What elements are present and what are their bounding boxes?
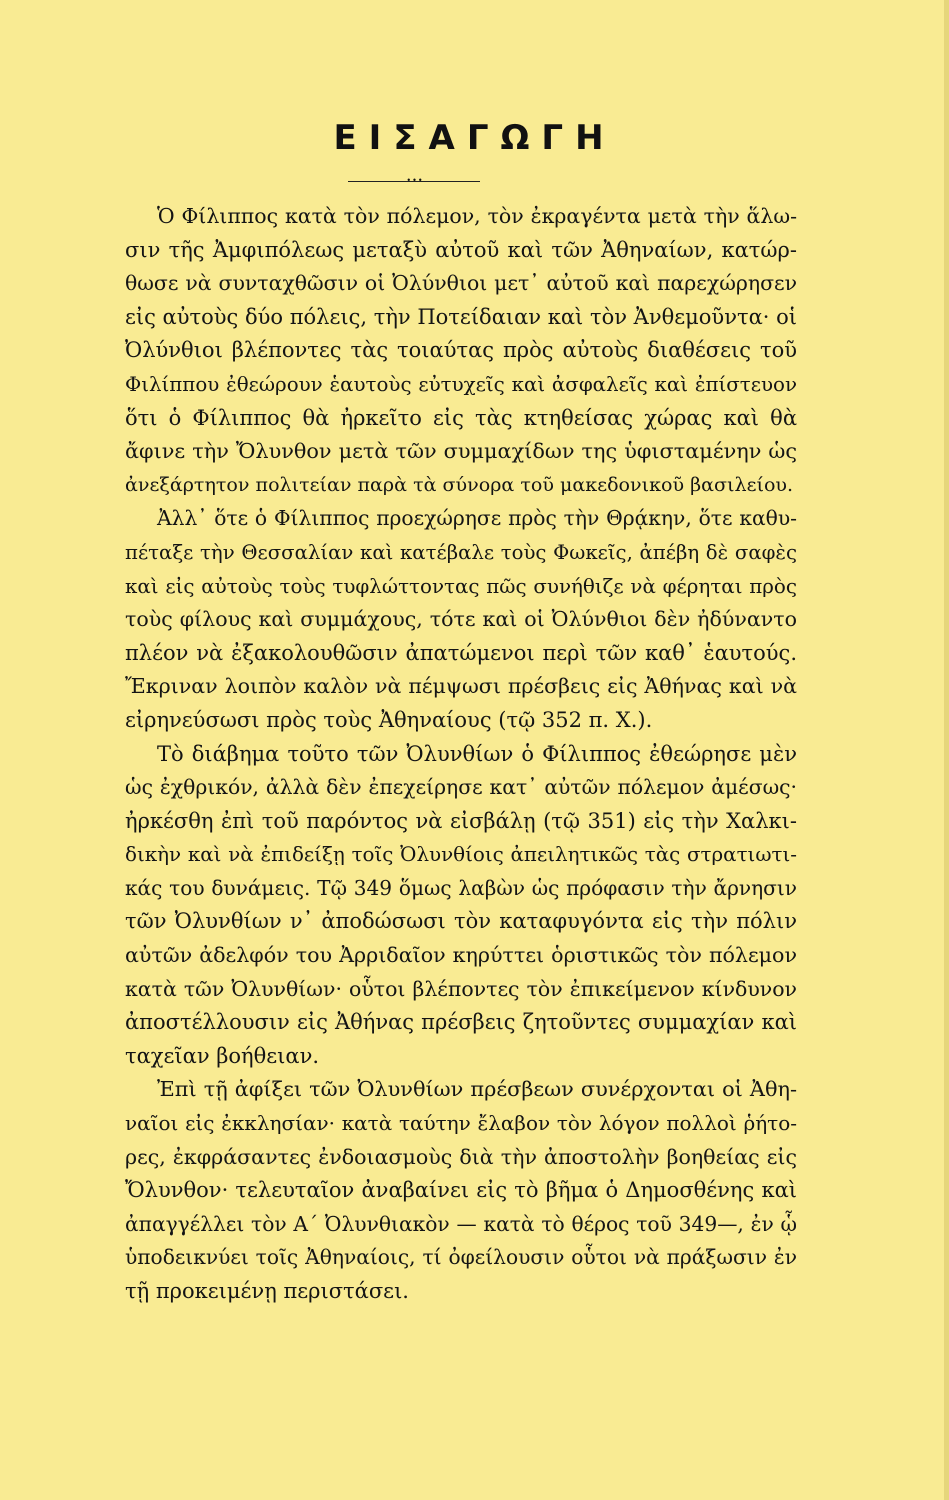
text-line: ἄφινε τὴν Ὄλυνθον μετὰ τῶν συμμαχίδων της ὑφισταμένην ὡς [125,439,797,464]
text-line: Ὁ Φίλιππος κατὰ τὸν πόλεμον, τὸν ἐκραγέντα μετὰ τὴν ἅλω- [157,204,797,228]
text-line: Ὄλυνθον· τελευταῖον ἀναβαίνει εἰς τὸ βῆμα ὁ Δημοσθένης καὶ [125,1178,797,1203]
text-line: σιν τῆς Ἀμφιπόλεως μεταξὺ αὐτοῦ καὶ τῶν Ἀθηναίων, κατώρ- [125,237,797,262]
text-line: πέταξε τὴν Θεσσαλίαν καὶ κατέβαλε τοὺς Φωκεῖς, ἀπέβη δὲ σαφὲς [125,540,797,564]
divider-ornament: ••• [406,176,424,185]
text-line: κάς του δυνάμεις. Τῷ 349 ὅμως λαβὼν ὡς πρόφασιν τὴν ἄρνησιν [125,875,797,900]
page-edge [944,0,949,1500]
text-line: αὐτῶν ἀδελφόν του Ἀρριδαῖον κηρύττει ὁριστικῶς τὸν πόλεμον [125,943,797,968]
text-line: Φιλίππου ἐθεώρουν ἑαυτοὺς εὐτυχεῖς καὶ ἀσφαλεῖς καὶ ἐπίστευον [125,372,797,396]
text-line: Ἀλλ᾽ ὅτε ὁ Φίλιππος προεχώρησε πρὸς τὴν Θρᾴκην, ὅτε καθυ- [157,506,797,531]
text-line: θωσε νὰ συνταχθῶσιν οἱ Ὀλύνθιοι μετ᾽ αὐτοῦ καὶ παρεχώρησεν [125,271,797,296]
text-line: Ὀλύνθιοι βλέποντες τὰς τοιαύτας πρὸς αὐτοὺς διαθέσεις τοῦ [125,338,797,363]
text-line: τῇ προκειμένῃ περιστάσει. [125,1279,409,1303]
body-text [125,200,797,1309]
text-line: ρες, ἐκφράσαντες ἐνδοιασμοὺς διὰ τὴν ἀποστολὴν βοηθείας εἰς [125,1144,797,1169]
text-line: πλέον νὰ ἐξακολουθῶσιν ἀπατώμενοι περὶ τῶν καθ᾽ ἑαυτούς. [125,640,797,665]
text-line: ταχεῖαν βοήθειαν. [125,1043,320,1068]
text-line: Ἔκριναν λοιπὸν καλὸν νὰ πέμψωσι πρέσβεις εἰς Ἀθήνας καὶ νὰ [125,674,797,699]
text-line: δικὴν καὶ νὰ ἐπιδείξῃ τοῖς Ὀλυνθίοις ἀπειλητικῶς τὰς στρατιωτι- [125,843,797,867]
text-line: ἀπαγγέλλει τὸν Α´ Ὀλυνθιακὸν — κατὰ τὸ θέρος τοῦ 349—, ἐν ᾧ [125,1211,797,1236]
text-line: εἰρηνεύσωσι πρὸς τοὺς Ἀθηναίους (τῷ 352 π. Χ.). [125,707,653,732]
text-line: ἀνεξάρτητον πολιτείαν παρὰ τὰ σύνορα τοῦ μακεδονικοῦ βασιλείου. [125,473,794,496]
text-line: ὑποδεικνύει τοῖς Ἀθηναίοις, τί ὀφείλουσιν οὗτοι νὰ πράξωσιν ἐν [125,1245,797,1270]
text-line: κατὰ τῶν Ὀλυνθίων· οὗτοι βλέποντες τὸν ἐπικείμενον κίνδυνον [125,976,797,1001]
text-line: τῶν Ὀλυνθίων ν᾽ ἀποδώσωσι τὸν καταφυγόντα εἰς τὴν πόλιν [125,909,797,934]
text-line: τοὺς φίλους καὶ συμμάχους, τότε καὶ οἱ Ὀλύνθιοι δὲν ἠδύναντο [125,607,797,632]
text-line: Ἐπὶ τῇ ἀφίξει τῶν Ὀλυνθίων πρέσβεων συνέρχονται οἱ Ἀθη- [157,1077,797,1102]
text-line: ἠρκέσθη ἐπὶ τοῦ παρόντος νὰ εἰσβάλῃ (τῷ 351) εἰς τὴν Χαλκι- [125,808,797,833]
text-line: εἰς αὐτοὺς δύο πόλεις, τὴν Ποτείδαιαν καὶ τὸν Ἀνθεμοῦντα· οἱ [125,304,797,329]
text-line: ὅτι ὁ Φίλιππος θὰ ἠρκεῖτο εἰς τὰς κτηθείσας χώρας καὶ θὰ [125,405,797,430]
text-line: ὡς ἐχθρικόν, ἀλλὰ δὲν ἐπεχείρησε κατ᾽ αὐτῶν πόλεμον ἀμέσως· [125,775,797,800]
page-title: ΕΙΣΑΓΩΓΗ [333,118,616,158]
text-line: ἀποστέλλουσιν εἰς Ἀθήνας πρέσβεις ζητοῦντες συμμαχίαν καὶ [125,1010,797,1035]
text-line: ναῖοι εἰς ἐκκλησίαν· κατὰ ταύτην ἔλαβον τὸν λόγον πολλοὶ ῥήτο- [125,1111,797,1136]
text-line: καὶ εἰς αὐτοὺς τοὺς τυφλώττοντας πῶς συνήθιζε νὰ φέρηται πρὸς [125,574,797,598]
text-line: Τὸ διάβημα τοῦτο τῶν Ὀλυνθίων ὁ Φίλιππος ἐθεώρησε μὲν [157,741,797,766]
